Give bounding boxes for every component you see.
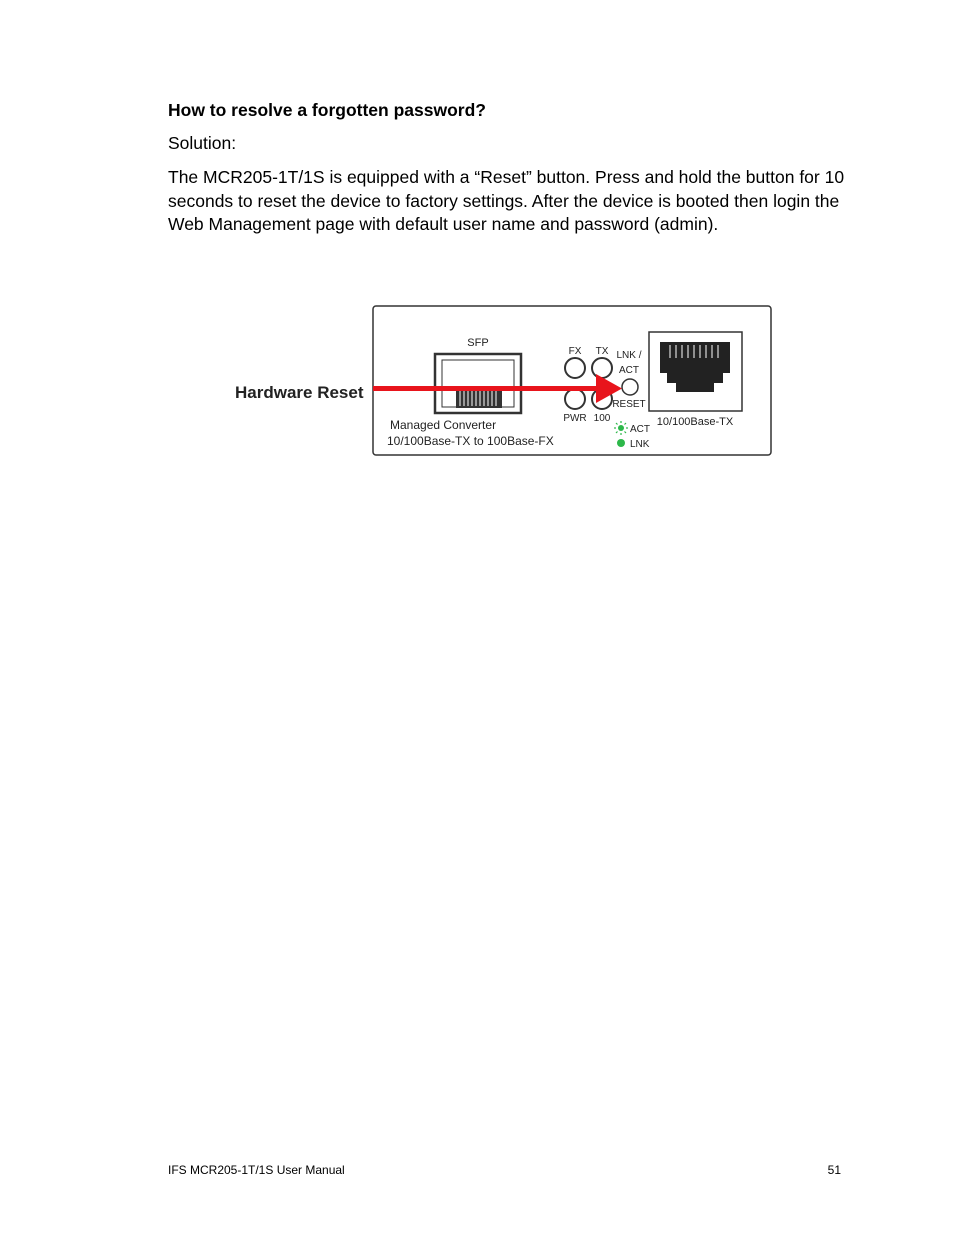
sfp-port: [435, 354, 521, 413]
device-panel-diagram: [230, 300, 780, 460]
reset-label: RESET: [612, 399, 646, 410]
body-paragraph: The MCR205-1T/1S is equipped with a “Reset” button. Press and hold the button for 10 seconds to reset the device to factory settings. After the device is booted then login the Web Management page with default user name and password (admin).: [168, 167, 845, 234]
led-fx-label: FX: [568, 346, 582, 357]
led-tx-indicator: [592, 358, 612, 378]
lnk-solid-icon: [617, 439, 625, 447]
solution-label: Solution:: [168, 133, 237, 153]
led-pwr-indicator: [565, 389, 585, 409]
rj45-label: 10/100Base-TX: [656, 416, 734, 428]
device-description: 10/100Base-TX to 100Base-FX: [387, 434, 554, 448]
section-heading: How to resolve a forgotten password?: [168, 100, 486, 120]
footer-page-number: 51: [827, 1163, 841, 1177]
legend-lnk-label: LNK: [630, 439, 650, 450]
hardware-reset-figure: [230, 300, 780, 460]
led-fx-indicator: [565, 358, 585, 378]
reset-button: [622, 379, 638, 395]
led-100-label: 100: [593, 413, 611, 424]
legend-act-label: ACT: [630, 424, 650, 435]
led-lnk-act-label-line1: LNK /: [616, 350, 642, 361]
led-lnk-act-label-line2: ACT: [619, 365, 639, 376]
rj45-port: [649, 332, 742, 411]
hardware-reset-label: Hardware Reset: [235, 383, 364, 402]
led-pwr-label: PWR: [563, 413, 587, 424]
sfp-label: SFP: [467, 337, 489, 349]
device-name: Managed Converter: [390, 418, 497, 432]
led-tx-label: TX: [595, 346, 609, 357]
footer-manual-title: IFS MCR205-1T/1S User Manual: [168, 1163, 345, 1177]
